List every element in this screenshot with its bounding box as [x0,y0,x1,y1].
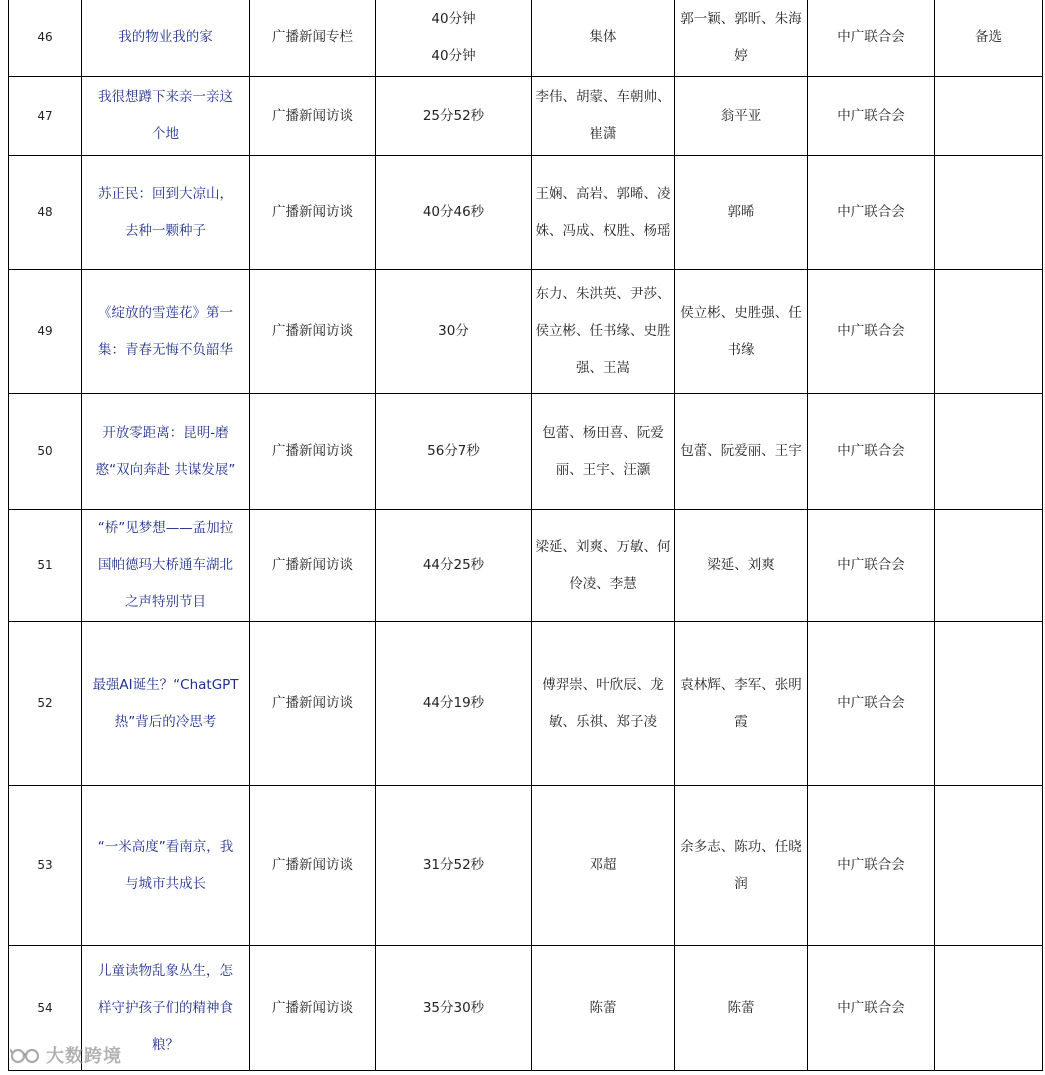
row-number: 53 [9,786,82,946]
table-row [9,156,1043,270]
recommending-org: 中广联合会 [808,270,935,394]
program-type: 广播新闻访谈 [250,510,376,622]
note-cell [935,946,1043,1071]
program-duration: 44分25秒 [376,510,532,622]
program-authors: 王娴、高岩、郭晞、凌姝、冯成、权胜、杨瑶 [532,156,675,270]
recommending-org: 中广联合会 [808,510,935,622]
award-list-table [8,0,1043,1071]
program-editors: 陈蕾 [675,946,808,1071]
program-editors: 包蕾、阮爱丽、王宇 [675,394,808,510]
table-row [9,270,1043,394]
program-duration: 31分52秒 [376,786,532,946]
program-title: 最强AI诞生？“ChatGPT热”背后的冷思考 [82,622,250,786]
program-authors: 梁延、刘爽、万敏、何伶凌、李慧 [532,510,675,622]
table-row [9,510,1043,622]
recommending-org: 中广联合会 [808,77,935,156]
watermark-text: 大数跨境 [46,1046,122,1067]
program-editors: 余多志、陈功、任晓润 [675,786,808,946]
row-number: 52 [9,622,82,786]
program-editors: 梁延、刘爽 [675,510,808,622]
program-authors: 东力、朱洪英、尹莎、侯立彬、任书缘、史胜强、王嵩 [532,270,675,394]
note-cell [935,510,1043,622]
program-authors: 包蕾、杨田喜、阮爱丽、王宇、汪灏 [532,394,675,510]
program-type: 广播新闻访谈 [250,77,376,156]
program-authors: 集体 [532,0,675,77]
recommending-org: 中广联合会 [808,394,935,510]
program-type: 广播新闻访谈 [250,270,376,394]
program-editors: 侯立彬、史胜强、任书缘 [675,270,808,394]
row-number: 54 [9,946,82,1071]
program-type: 广播新闻访谈 [250,622,376,786]
watermark [10,1042,122,1068]
program-type: 广播新闻访谈 [250,394,376,510]
program-authors: 邓超 [532,786,675,946]
program-duration: 25分52秒 [376,77,532,156]
program-type: 广播新闻访谈 [250,786,376,946]
note-cell [935,622,1043,786]
table-row [9,786,1043,946]
program-duration: 44分19秒 [376,622,532,786]
program-type: 广播新闻专栏 [250,0,376,77]
program-duration: 30分 [376,270,532,394]
program-title: 苏正民：回到大凉山，去种一颗种子 [82,156,250,270]
row-number: 47 [9,77,82,156]
program-title: “桥”见梦想——孟加拉国帕德玛大桥通车湖北之声特别节目 [82,510,250,622]
note-cell [935,156,1043,270]
program-editors: 翁平亚 [675,77,808,156]
row-number: 46 [9,0,82,77]
program-duration: 40分钟 40分钟 [376,0,532,77]
note-cell [935,77,1043,156]
note-cell [935,786,1043,946]
program-type: 广播新闻访谈 [250,946,376,1071]
program-authors: 李伟、胡蒙、车朝帅、崔潇 [532,77,675,156]
program-duration: 40分46秒 [376,156,532,270]
note-cell [935,270,1043,394]
program-duration: 35分30秒 [376,946,532,1071]
row-number: 48 [9,156,82,270]
glasses-logo-icon [10,1045,40,1065]
table-row [9,77,1043,156]
program-editors: 袁林辉、李军、张明霞 [675,622,808,786]
recommending-org: 中广联合会 [808,0,935,77]
row-number: 51 [9,510,82,622]
program-title: 开放零距离：昆明-磨憨“双向奔赴 共谋发展” [82,394,250,510]
program-authors: 傅羿崇、叶欣辰、龙敏、乐祺、郑子凌 [532,622,675,786]
recommending-org: 中广联合会 [808,156,935,270]
program-title: 儿童读物乱象丛生，怎样守护孩子们的精神食粮？ [82,946,250,1071]
table-row [9,622,1043,786]
program-editors: 郭晞 [675,156,808,270]
program-type: 广播新闻访谈 [250,156,376,270]
program-title: 我的物业我的家 [82,0,250,77]
note-cell: 备选 [935,0,1043,77]
row-number: 50 [9,394,82,510]
note-cell [935,394,1043,510]
table-row [9,394,1043,510]
recommending-org: 中广联合会 [808,946,935,1071]
program-duration: 56分7秒 [376,394,532,510]
program-editors: 郭一颖、郭昕、朱海婷 [675,0,808,77]
recommending-org: 中广联合会 [808,786,935,946]
program-title: 《绽放的雪莲花》第一集：青春无悔不负韶华 [82,270,250,394]
recommending-org: 中广联合会 [808,622,935,786]
row-number: 49 [9,270,82,394]
program-authors: 陈蕾 [532,946,675,1071]
table-row [9,0,1043,77]
program-title: “一米高度”看南京，我与城市共成长 [82,786,250,946]
table-row [9,946,1043,1071]
program-title: 我很想蹲下来亲一亲这个地 [82,77,250,156]
